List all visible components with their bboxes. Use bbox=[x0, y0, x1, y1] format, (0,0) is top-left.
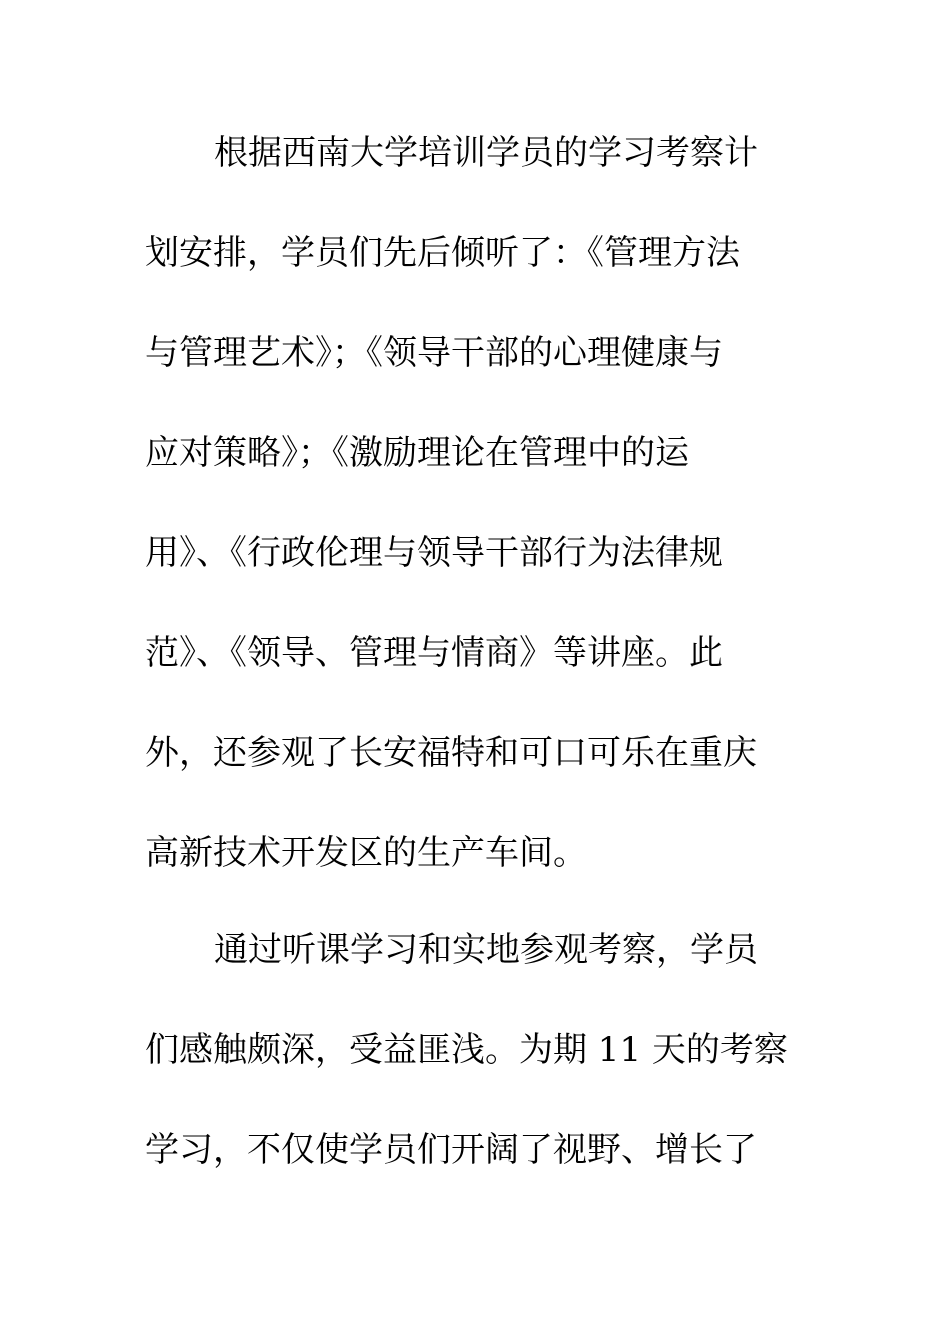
paragraph-line: 与管理艺术》；《领导干部的心理健康与 bbox=[145, 333, 723, 373]
paragraph-line: 范》、《领导、管理与情商》等讲座。此 bbox=[145, 633, 723, 673]
paragraph-line: 通过听课学习和实地参观考察，学员 bbox=[214, 930, 758, 970]
paragraph-line: 们感触颇深，受益匪浅。为期 11 天的考察 bbox=[145, 1030, 788, 1070]
paragraph-line: 划安排，学员们先后倾听了：《管理方法 bbox=[145, 233, 740, 273]
paragraph-line: 用》、《行政伦理与领导干部行为法律规 bbox=[145, 533, 723, 573]
paragraph-line: 高新技术开发区的生产车间。 bbox=[145, 833, 587, 873]
paragraph-line: 应对策略》；《激励理论在管理中的运 bbox=[145, 433, 689, 473]
paragraph-line: 根据西南大学培训学员的学习考察计 bbox=[214, 133, 758, 173]
paragraph-line: 外，还参观了长安福特和可口可乐在重庆 bbox=[145, 733, 757, 773]
paragraph-line: 学习，不仅使学员们开阔了视野、增长了 bbox=[145, 1130, 757, 1170]
